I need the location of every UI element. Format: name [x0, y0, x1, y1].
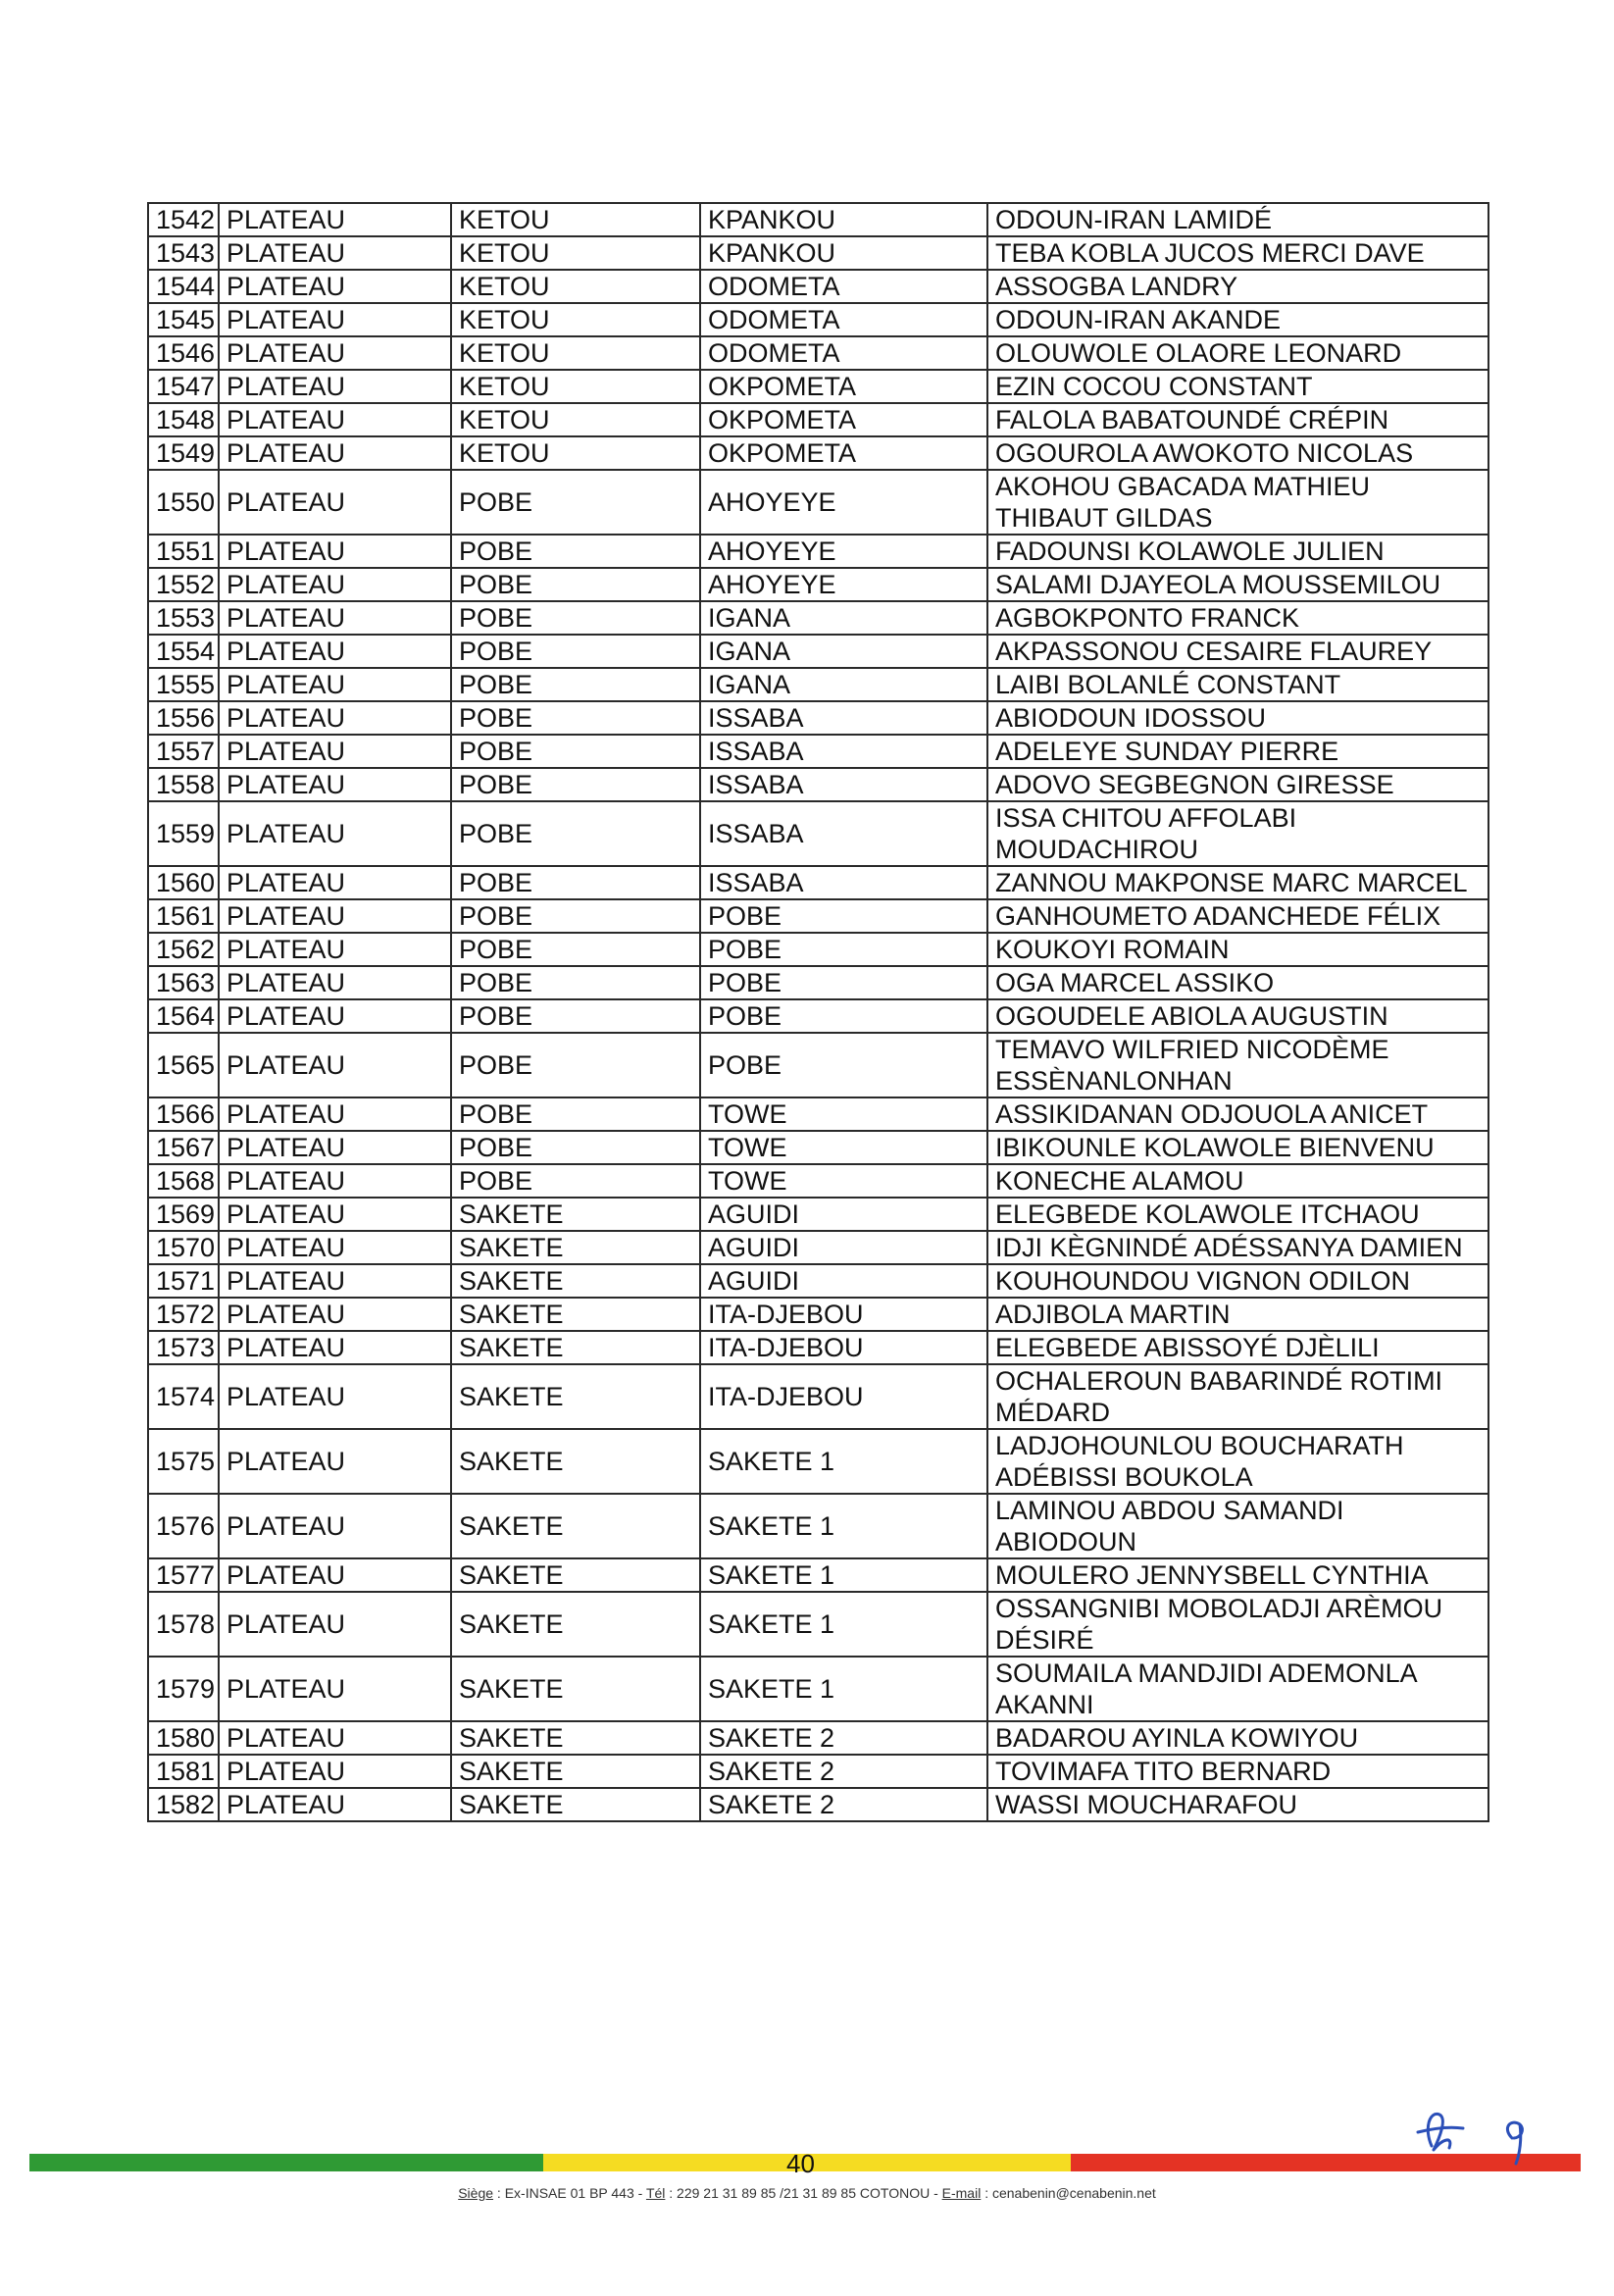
arrondissement-cell: AGUIDI: [700, 1264, 987, 1298]
row-number-cell: 1561: [148, 899, 219, 933]
department-cell: PLATEAU: [219, 1788, 451, 1821]
department-cell: PLATEAU: [219, 236, 451, 270]
commune-cell: SAKETE: [451, 1429, 700, 1494]
table-row: [148, 668, 1488, 701]
commune-cell: SAKETE: [451, 1721, 700, 1755]
table-row: [148, 1592, 1488, 1657]
row-number-cell: 1555: [148, 668, 219, 701]
row-number-cell: 1566: [148, 1097, 219, 1131]
row-number-cell: 1554: [148, 635, 219, 668]
arrondissement-cell: POBE: [700, 899, 987, 933]
commune-cell: SAKETE: [451, 1592, 700, 1657]
name-cell: LAMINOU ABDOU SAMANDI ABIODOUN: [987, 1494, 1488, 1558]
arrondissement-cell: ISSABA: [700, 768, 987, 801]
department-cell: PLATEAU: [219, 1429, 451, 1494]
commune-cell: POBE: [451, 866, 700, 899]
commune-cell: POBE: [451, 568, 700, 601]
table-row: [148, 1298, 1488, 1331]
tel-label: Tél: [645, 2185, 666, 2201]
department-cell: PLATEAU: [219, 1198, 451, 1231]
tel-text: : 229 21 31 89 85 /21 31 89 85 COTONOU -: [665, 2185, 942, 2201]
arrondissement-cell: OKPOMETA: [700, 403, 987, 436]
commune-cell: SAKETE: [451, 1494, 700, 1558]
table-row: [148, 1198, 1488, 1231]
commune-cell: POBE: [451, 1097, 700, 1131]
name-cell: OCHALEROUN BABARINDÉ ROTIMI MÉDARD: [987, 1364, 1488, 1429]
table-row: [148, 601, 1488, 635]
commune-cell: SAKETE: [451, 1264, 700, 1298]
department-cell: PLATEAU: [219, 735, 451, 768]
department-cell: PLATEAU: [219, 403, 451, 436]
table-row: [148, 436, 1488, 470]
row-number-cell: 1579: [148, 1657, 219, 1721]
department-cell: PLATEAU: [219, 1164, 451, 1198]
table-row: [148, 801, 1488, 866]
commune-cell: POBE: [451, 1033, 700, 1097]
name-cell: AGBOKPONTO FRANCK: [987, 601, 1488, 635]
arrondissement-cell: AHOYEYE: [700, 535, 987, 568]
arrondissement-cell: ODOMETA: [700, 303, 987, 336]
name-cell: KONECHE ALAMOU: [987, 1164, 1488, 1198]
department-cell: PLATEAU: [219, 999, 451, 1033]
name-cell: FALOLA BABATOUNDÉ CRÉPIN: [987, 403, 1488, 436]
row-number-cell: 1543: [148, 236, 219, 270]
name-cell: AKPASSONOU CESAIRE FLAUREY: [987, 635, 1488, 668]
row-number-cell: 1580: [148, 1721, 219, 1755]
table-row: [148, 1131, 1488, 1164]
page-number: 40: [786, 2149, 815, 2178]
row-number-cell: 1581: [148, 1755, 219, 1788]
name-cell: ADJIBOLA MARTIN: [987, 1298, 1488, 1331]
name-cell: OGA MARCEL ASSIKO: [987, 966, 1488, 999]
arrondissement-cell: TOWE: [700, 1131, 987, 1164]
row-number-cell: 1563: [148, 966, 219, 999]
arrondissement-cell: KPANKOU: [700, 203, 987, 236]
table-row: [148, 1231, 1488, 1264]
arrondissement-cell: IGANA: [700, 601, 987, 635]
arrondissement-cell: SAKETE 1: [700, 1657, 987, 1721]
table-row: [148, 635, 1488, 668]
commune-cell: POBE: [451, 999, 700, 1033]
arrondissement-cell: SAKETE 2: [700, 1788, 987, 1821]
commune-cell: KETOU: [451, 370, 700, 403]
department-cell: PLATEAU: [219, 966, 451, 999]
table-row: [148, 1721, 1488, 1755]
commune-cell: POBE: [451, 701, 700, 735]
department-cell: PLATEAU: [219, 336, 451, 370]
name-cell: ADOVO SEGBEGNON GIRESSE: [987, 768, 1488, 801]
table-row: [148, 470, 1488, 535]
commune-cell: SAKETE: [451, 1558, 700, 1592]
department-cell: PLATEAU: [219, 303, 451, 336]
name-cell: ODOUN-IRAN AKANDE: [987, 303, 1488, 336]
table-row: [148, 1097, 1488, 1131]
department-cell: PLATEAU: [219, 203, 451, 236]
row-number-cell: 1564: [148, 999, 219, 1033]
commune-cell: POBE: [451, 470, 700, 535]
arrondissement-cell: OKPOMETA: [700, 436, 987, 470]
table-row: [148, 1264, 1488, 1298]
table-row: [148, 768, 1488, 801]
arrondissement-cell: ITA-DJEBOU: [700, 1298, 987, 1331]
row-number-cell: 1569: [148, 1198, 219, 1231]
name-cell: TOVIMAFA TITO BERNARD: [987, 1755, 1488, 1788]
row-number-cell: 1560: [148, 866, 219, 899]
department-cell: PLATEAU: [219, 933, 451, 966]
arrondissement-cell: KPANKOU: [700, 236, 987, 270]
table-row: [148, 270, 1488, 303]
row-number-cell: 1557: [148, 735, 219, 768]
department-cell: PLATEAU: [219, 1131, 451, 1164]
arrondissement-cell: SAKETE 1: [700, 1429, 987, 1494]
arrondissement-cell: POBE: [700, 933, 987, 966]
name-cell: ABIODOUN IDOSSOU: [987, 701, 1488, 735]
name-cell: ZANNOU MAKPONSE MARC MARCEL: [987, 866, 1488, 899]
arrondissement-cell: ODOMETA: [700, 270, 987, 303]
department-cell: PLATEAU: [219, 470, 451, 535]
arrondissement-cell: AGUIDI: [700, 1231, 987, 1264]
name-cell: ASSOGBA LANDRY: [987, 270, 1488, 303]
commune-cell: POBE: [451, 899, 700, 933]
department-cell: PLATEAU: [219, 1592, 451, 1657]
name-cell: MOULERO JENNYSBELL CYNTHIA: [987, 1558, 1488, 1592]
commune-cell: SAKETE: [451, 1657, 700, 1721]
arrondissement-cell: IGANA: [700, 635, 987, 668]
row-number-cell: 1574: [148, 1364, 219, 1429]
department-cell: PLATEAU: [219, 568, 451, 601]
arrondissement-cell: POBE: [700, 966, 987, 999]
arrondissement-cell: ISSABA: [700, 735, 987, 768]
table-row: [148, 236, 1488, 270]
commune-cell: SAKETE: [451, 1298, 700, 1331]
department-cell: PLATEAU: [219, 701, 451, 735]
name-cell: SOUMAILA MANDJIDI ADEMONLA AKANNI: [987, 1657, 1488, 1721]
commune-cell: POBE: [451, 1131, 700, 1164]
name-cell: GANHOUMETO ADANCHEDE FÉLIX: [987, 899, 1488, 933]
table-row: [148, 1364, 1488, 1429]
name-cell: TEMAVO WILFRIED NICODÈME ESSÈNANLONHAN: [987, 1033, 1488, 1097]
row-number-cell: 1547: [148, 370, 219, 403]
department-cell: PLATEAU: [219, 635, 451, 668]
arrondissement-cell: SAKETE 1: [700, 1558, 987, 1592]
commune-cell: SAKETE: [451, 1231, 700, 1264]
name-cell: OGOUROLA AWOKOTO NICOLAS: [987, 436, 1488, 470]
row-number-cell: 1545: [148, 303, 219, 336]
row-number-cell: 1573: [148, 1331, 219, 1364]
department-cell: PLATEAU: [219, 370, 451, 403]
department-cell: PLATEAU: [219, 1264, 451, 1298]
table-row: [148, 999, 1488, 1033]
commune-cell: POBE: [451, 635, 700, 668]
row-number-cell: 1559: [148, 801, 219, 866]
commune-cell: SAKETE: [451, 1788, 700, 1821]
table-row: [148, 535, 1488, 568]
arrondissement-cell: ODOMETA: [700, 336, 987, 370]
row-number-cell: 1546: [148, 336, 219, 370]
department-cell: PLATEAU: [219, 601, 451, 635]
department-cell: PLATEAU: [219, 866, 451, 899]
commune-cell: POBE: [451, 668, 700, 701]
commune-cell: POBE: [451, 601, 700, 635]
arrondissement-cell: ISSABA: [700, 801, 987, 866]
row-number-cell: 1562: [148, 933, 219, 966]
name-cell: AKOHOU GBACADA MATHIEU THIBAUT GILDAS: [987, 470, 1488, 535]
name-cell: TEBA KOBLA JUCOS MERCI DAVE: [987, 236, 1488, 270]
row-number-cell: 1544: [148, 270, 219, 303]
name-cell: ADELEYE SUNDAY PIERRE: [987, 735, 1488, 768]
name-cell: BADAROU AYINLA KOWIYOU: [987, 1721, 1488, 1755]
name-cell: LADJOHOUNLOU BOUCHARATH ADÉBISSI BOUKOLA: [987, 1429, 1488, 1494]
department-cell: PLATEAU: [219, 768, 451, 801]
arrondissement-cell: OKPOMETA: [700, 370, 987, 403]
department-cell: PLATEAU: [219, 1097, 451, 1131]
department-cell: PLATEAU: [219, 1231, 451, 1264]
row-number-cell: 1551: [148, 535, 219, 568]
department-cell: PLATEAU: [219, 1657, 451, 1721]
row-number-cell: 1570: [148, 1231, 219, 1264]
email-text: : cenabenin@cenabenin.net: [981, 2185, 1156, 2201]
arrondissement-cell: SAKETE 1: [700, 1494, 987, 1558]
department-cell: PLATEAU: [219, 1298, 451, 1331]
commune-cell: POBE: [451, 1164, 700, 1198]
table-row: [148, 1033, 1488, 1097]
department-cell: PLATEAU: [219, 270, 451, 303]
name-cell: KOUKOYI ROMAIN: [987, 933, 1488, 966]
department-cell: PLATEAU: [219, 899, 451, 933]
name-cell: IDJI KÈGNINDÉ ADÉSSANYA DAMIEN: [987, 1231, 1488, 1264]
siege-text: : Ex-INSAE 01 BP 443 -: [493, 2185, 646, 2201]
row-number-cell: 1582: [148, 1788, 219, 1821]
name-cell: FADOUNSI KOLAWOLE JULIEN: [987, 535, 1488, 568]
row-number-cell: 1550: [148, 470, 219, 535]
table-row: [148, 866, 1488, 899]
table-body: [148, 203, 1488, 1821]
commune-cell: KETOU: [451, 336, 700, 370]
arrondissement-cell: AGUIDI: [700, 1198, 987, 1231]
department-cell: PLATEAU: [219, 1364, 451, 1429]
name-cell: IBIKOUNLE KOLAWOLE BIENVENU: [987, 1131, 1488, 1164]
row-number-cell: 1556: [148, 701, 219, 735]
row-number-cell: 1548: [148, 403, 219, 436]
table-row: [148, 1331, 1488, 1364]
commune-cell: KETOU: [451, 236, 700, 270]
arrondissement-cell: AHOYEYE: [700, 470, 987, 535]
table-row: [148, 1657, 1488, 1721]
table-row: [148, 966, 1488, 999]
table-row: [148, 303, 1488, 336]
row-number-cell: 1572: [148, 1298, 219, 1331]
table-row: [148, 568, 1488, 601]
flag-stripe-green: [29, 2154, 543, 2171]
arrondissement-cell: ISSABA: [700, 866, 987, 899]
commune-cell: KETOU: [451, 303, 700, 336]
department-cell: PLATEAU: [219, 668, 451, 701]
commune-cell: POBE: [451, 933, 700, 966]
row-number-cell: 1576: [148, 1494, 219, 1558]
arrondissement-cell: ISSABA: [700, 701, 987, 735]
commune-cell: KETOU: [451, 436, 700, 470]
arrondissement-cell: ITA-DJEBOU: [700, 1331, 987, 1364]
commune-cell: KETOU: [451, 203, 700, 236]
commune-cell: POBE: [451, 735, 700, 768]
table-row: [148, 735, 1488, 768]
department-cell: PLATEAU: [219, 535, 451, 568]
arrondissement-cell: POBE: [700, 1033, 987, 1097]
table-row: [148, 336, 1488, 370]
footer-contact: [0, 2185, 1614, 2201]
arrondissement-cell: AHOYEYE: [700, 568, 987, 601]
arrondissement-cell: ITA-DJEBOU: [700, 1364, 987, 1429]
name-cell: ELEGBEDE KOLAWOLE ITCHAOU: [987, 1198, 1488, 1231]
arrondissement-cell: TOWE: [700, 1164, 987, 1198]
arrondissement-cell: TOWE: [700, 1097, 987, 1131]
row-number-cell: 1577: [148, 1558, 219, 1592]
name-cell: EZIN COCOU CONSTANT: [987, 370, 1488, 403]
row-number-cell: 1558: [148, 768, 219, 801]
name-cell: SALAMI DJAYEOLA MOUSSEMILOU: [987, 568, 1488, 601]
row-number-cell: 1568: [148, 1164, 219, 1198]
row-number-cell: 1565: [148, 1033, 219, 1097]
email-label: E-mail: [941, 2185, 982, 2201]
commune-cell: POBE: [451, 966, 700, 999]
handwritten-initials-icon: [1404, 2099, 1581, 2168]
department-cell: PLATEAU: [219, 1558, 451, 1592]
table-row: [148, 1788, 1488, 1821]
department-cell: PLATEAU: [219, 1755, 451, 1788]
department-cell: PLATEAU: [219, 436, 451, 470]
row-number-cell: 1542: [148, 203, 219, 236]
name-cell: ELEGBEDE ABISSOYÉ DJÈLILI: [987, 1331, 1488, 1364]
department-cell: PLATEAU: [219, 1331, 451, 1364]
name-cell: OLOUWOLE OLAORE LEONARD: [987, 336, 1488, 370]
department-cell: PLATEAU: [219, 1721, 451, 1755]
row-number-cell: 1571: [148, 1264, 219, 1298]
department-cell: PLATEAU: [219, 801, 451, 866]
siege-label: Siège: [458, 2185, 494, 2201]
name-cell: WASSI MOUCHARAFOU: [987, 1788, 1488, 1821]
department-cell: PLATEAU: [219, 1033, 451, 1097]
table-row: [148, 1558, 1488, 1592]
commune-cell: POBE: [451, 768, 700, 801]
department-cell: PLATEAU: [219, 1494, 451, 1558]
arrondissement-cell: SAKETE 1: [700, 1592, 987, 1657]
name-cell: OGOUDELE ABIOLA AUGUSTIN: [987, 999, 1488, 1033]
arrondissement-cell: POBE: [700, 999, 987, 1033]
row-number-cell: 1549: [148, 436, 219, 470]
table-row: [148, 203, 1488, 236]
name-cell: OSSANGNIBI MOBOLADJI ARÈMOU DÉSIRÉ: [987, 1592, 1488, 1657]
table-row: [148, 933, 1488, 966]
table-row: [148, 1164, 1488, 1198]
arrondissement-cell: IGANA: [700, 668, 987, 701]
table-row: [148, 899, 1488, 933]
row-number-cell: 1552: [148, 568, 219, 601]
table-row: [148, 1494, 1488, 1558]
commune-cell: SAKETE: [451, 1755, 700, 1788]
commune-cell: SAKETE: [451, 1198, 700, 1231]
name-cell: ASSIKIDANAN ODJOUOLA ANICET: [987, 1097, 1488, 1131]
results-table: [147, 202, 1489, 1822]
arrondissement-cell: SAKETE 2: [700, 1721, 987, 1755]
commune-cell: KETOU: [451, 270, 700, 303]
table-row: [148, 701, 1488, 735]
commune-cell: POBE: [451, 535, 700, 568]
table-row: [148, 1755, 1488, 1788]
commune-cell: SAKETE: [451, 1364, 700, 1429]
commune-cell: POBE: [451, 801, 700, 866]
name-cell: LAIBI BOLANLÉ CONSTANT: [987, 668, 1488, 701]
row-number-cell: 1553: [148, 601, 219, 635]
row-number-cell: 1567: [148, 1131, 219, 1164]
arrondissement-cell: SAKETE 2: [700, 1755, 987, 1788]
table-row: [148, 1429, 1488, 1494]
table-row: [148, 370, 1488, 403]
row-number-cell: 1578: [148, 1592, 219, 1657]
row-number-cell: 1575: [148, 1429, 219, 1494]
table-row: [148, 403, 1488, 436]
name-cell: KOUHOUNDOU VIGNON ODILON: [987, 1264, 1488, 1298]
commune-cell: KETOU: [451, 403, 700, 436]
commune-cell: SAKETE: [451, 1331, 700, 1364]
name-cell: ODOUN-IRAN LAMIDÉ: [987, 203, 1488, 236]
name-cell: ISSA CHITOU AFFOLABI MOUDACHIROU: [987, 801, 1488, 866]
